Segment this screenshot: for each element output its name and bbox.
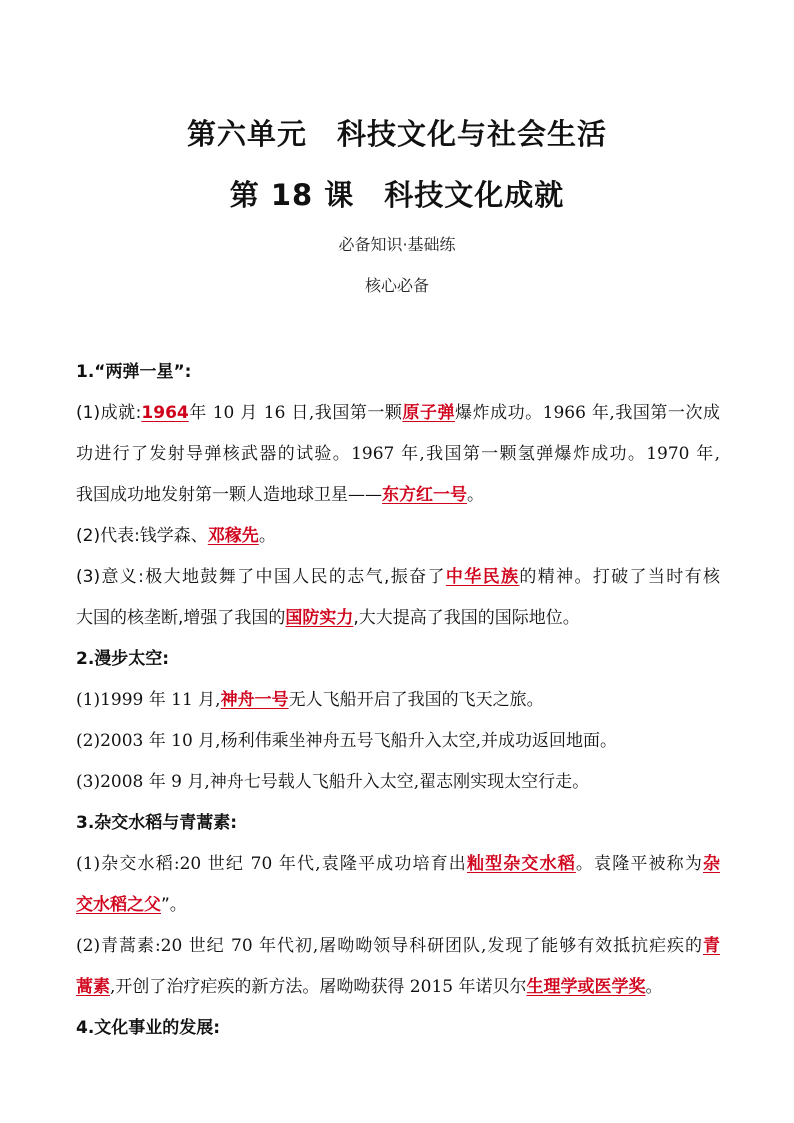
text-run: 功进行了发射导弹核武器的试验。1967 年,我国第一颗氢弹爆炸成功。1970 年, — [76, 444, 720, 464]
section-label: 必备知识·基础练 — [338, 235, 456, 254]
text-run: (2)青蒿素:20 世纪 70 年代初,屠呦呦领导科研团队,发现了能够有效抵抗疟疾的 — [76, 936, 703, 956]
text-run: (1)杂交水稻:20 世纪 70 年代,袁隆平成功培育出 — [76, 854, 467, 874]
paragraph-line — [76, 680, 720, 721]
answer-blank: 神舟一号 — [220, 690, 289, 710]
paragraph-line — [76, 967, 720, 1008]
paragraph-line — [76, 926, 720, 967]
answer-blank: 东方红一号 — [382, 485, 467, 505]
unit-title: 第六单元 科技文化与社会生活 — [186, 117, 607, 151]
answer-blank: 生理学或医学奖 — [526, 977, 646, 997]
answer-blank: 交水稻之父 — [76, 895, 161, 915]
answer-blank: 原子弹 — [402, 403, 456, 423]
subsection-label: 核心必备 — [364, 276, 429, 295]
text-run: 。 — [258, 526, 276, 546]
paragraph-line — [76, 557, 720, 598]
text-run: 的精神。打破了当时有核 — [519, 567, 721, 587]
text-run: 无人飞船开启了我国的飞天之旅。 — [288, 690, 544, 710]
paragraph-line — [76, 598, 720, 639]
paragraph-line — [76, 844, 720, 885]
paragraph-line — [76, 762, 720, 803]
text-run: (3)2008 年 9 月,神舟七号载人飞船升入太空,翟志刚实现太空行走。 — [76, 772, 590, 792]
paragraph-line — [76, 475, 720, 516]
text-run: 年 10 月 16 日,我国第一颗 — [188, 403, 403, 423]
paragraph-line — [76, 434, 720, 475]
paragraph-line — [76, 885, 720, 926]
text-run: 我国成功地发射第一颗人造地球卫星—— — [76, 485, 382, 505]
answer-blank: 中华民族 — [445, 567, 520, 587]
answer-blank: 青 — [703, 936, 720, 956]
paragraph-line — [76, 721, 720, 762]
answer-blank: 蒿素 — [76, 977, 110, 997]
text-run: 爆炸成功。1966 年,我国第一次成 — [455, 403, 720, 423]
text-run: 。 — [467, 485, 484, 505]
text-run: 大国的核垄断,增强了我国的 — [76, 608, 286, 628]
text-run: 。袁隆平被称为 — [575, 854, 703, 874]
answer-blank: 1964 — [141, 403, 189, 423]
answer-blank: 国防实力 — [285, 608, 354, 628]
section-heading-3: 3.杂交水稻与青蒿素: — [76, 813, 238, 833]
answer-blank: 籼型杂交水稻 — [466, 854, 576, 874]
text-run: (2)代表:钱学森、 — [76, 526, 208, 546]
text-run: (1)成就: — [76, 403, 142, 423]
section-heading-4: 4.文化事业的发展: — [76, 1018, 221, 1038]
answer-blank: 邓稼先 — [207, 526, 259, 546]
content-body — [76, 352, 720, 1049]
section-heading-2: 2.漫步太空: — [76, 649, 170, 669]
lesson-title: 第 18 课 科技文化成就 — [229, 178, 565, 212]
text-run: 。 — [645, 977, 663, 997]
section-heading-1: 1.“两弹一星”: — [76, 362, 192, 382]
text-run: (2)2003 年 10 月,杨利伟乘坐神舟五号飞船升入太空,并成功返回地面。 — [76, 731, 617, 751]
text-run: (1)1999 年 11 月, — [76, 690, 221, 710]
paragraph-line — [76, 393, 720, 434]
answer-blank: 杂 — [703, 854, 720, 874]
text-run: ,大大提高了我国的国际地位。 — [353, 608, 580, 628]
text-run: ”。 — [161, 895, 187, 915]
text-run: (3)意义:极大地鼓舞了中国人民的志气,振奋了 — [76, 567, 446, 587]
paragraph-line — [76, 516, 720, 557]
text-run: ,开创了治疗疟疾的新方法。屠呦呦获得 2015 年诺贝尔 — [110, 977, 527, 997]
